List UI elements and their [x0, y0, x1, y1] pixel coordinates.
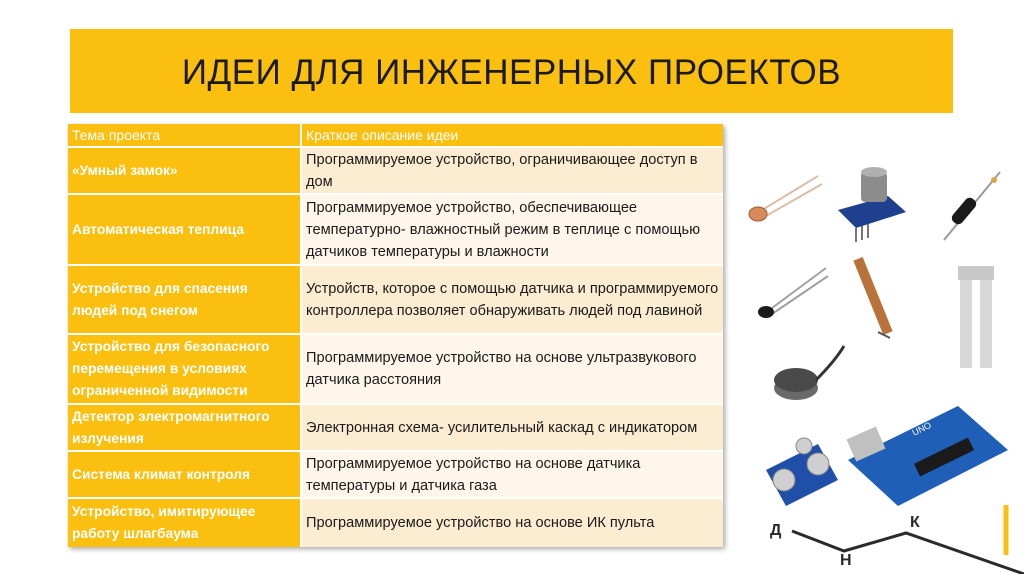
table-row — [68, 498, 723, 547]
row-description: Программируемое устройство на основе ультразвукового датчика расстояния — [301, 334, 723, 404]
row-topic: Система климат контроля — [68, 451, 301, 498]
reed-switch-icon — [944, 172, 1000, 240]
load-cell-icon — [774, 346, 844, 400]
photoresistor-icon — [749, 176, 822, 221]
table-header-row — [68, 124, 723, 147]
logo-letter-k: К — [910, 514, 920, 531]
ultrasonic-sensor-icon — [766, 438, 838, 506]
row-description: Программируемое устройство, обеспечивающее температурно- влажностный режим в теплице с помощью датчиков температуры и влажности — [301, 194, 723, 265]
row-description: Программируемое устройство на основе датчика температуры и датчика газа — [301, 451, 723, 498]
arduino-uno-board-icon — [847, 406, 1008, 506]
row-description: Электронная схема- усилительный каскад с индикатором — [301, 404, 723, 451]
board-label: UNO — [910, 420, 933, 438]
thermistor-icon — [758, 268, 828, 318]
column-header-description: Краткое описание идеи — [301, 124, 723, 147]
row-topic: Автоматическая теплица — [68, 194, 301, 265]
row-description: Устройств, которое с помощью датчика и программируемого контроллера позволяет обнаруживать людей под лавиной — [301, 265, 723, 334]
title-band — [70, 29, 953, 113]
table-row — [68, 147, 723, 194]
gas-sensor-icon — [838, 167, 906, 242]
table-row — [68, 194, 723, 265]
row-description: Программируемое устройство, ограничивающее доступ в дом — [301, 147, 723, 194]
logo-letter-n: Н — [840, 552, 852, 569]
row-topic: Устройство для спасения людей под снегом — [68, 265, 301, 334]
table-row — [68, 334, 723, 404]
flex-sensor-icon — [853, 257, 892, 338]
soil-moisture-sensor-icon — [958, 266, 994, 368]
row-description: Программируемое устройство на основе ИК пульта — [301, 498, 723, 547]
table-row — [68, 451, 723, 498]
dnk-logo — [762, 505, 1024, 574]
table-row — [68, 404, 723, 451]
row-topic: Детектор электромагнитного излучения — [68, 404, 301, 451]
logo-letter-d: Д — [770, 522, 782, 539]
page-title: ИДЕИ ДЛЯ ИНЖЕНЕРНЫХ ПРОЕКТОВ — [181, 53, 842, 92]
table-row — [68, 265, 723, 334]
row-topic: Устройство, имитирующее работу шлагбаума — [68, 498, 301, 547]
row-topic: «Умный замок» — [68, 147, 301, 194]
row-topic: Устройство для безопасного перемещения в условиях ограниченной видимости — [68, 334, 301, 404]
column-header-topic: Тема проекта — [68, 124, 301, 147]
projects-table — [68, 124, 723, 547]
